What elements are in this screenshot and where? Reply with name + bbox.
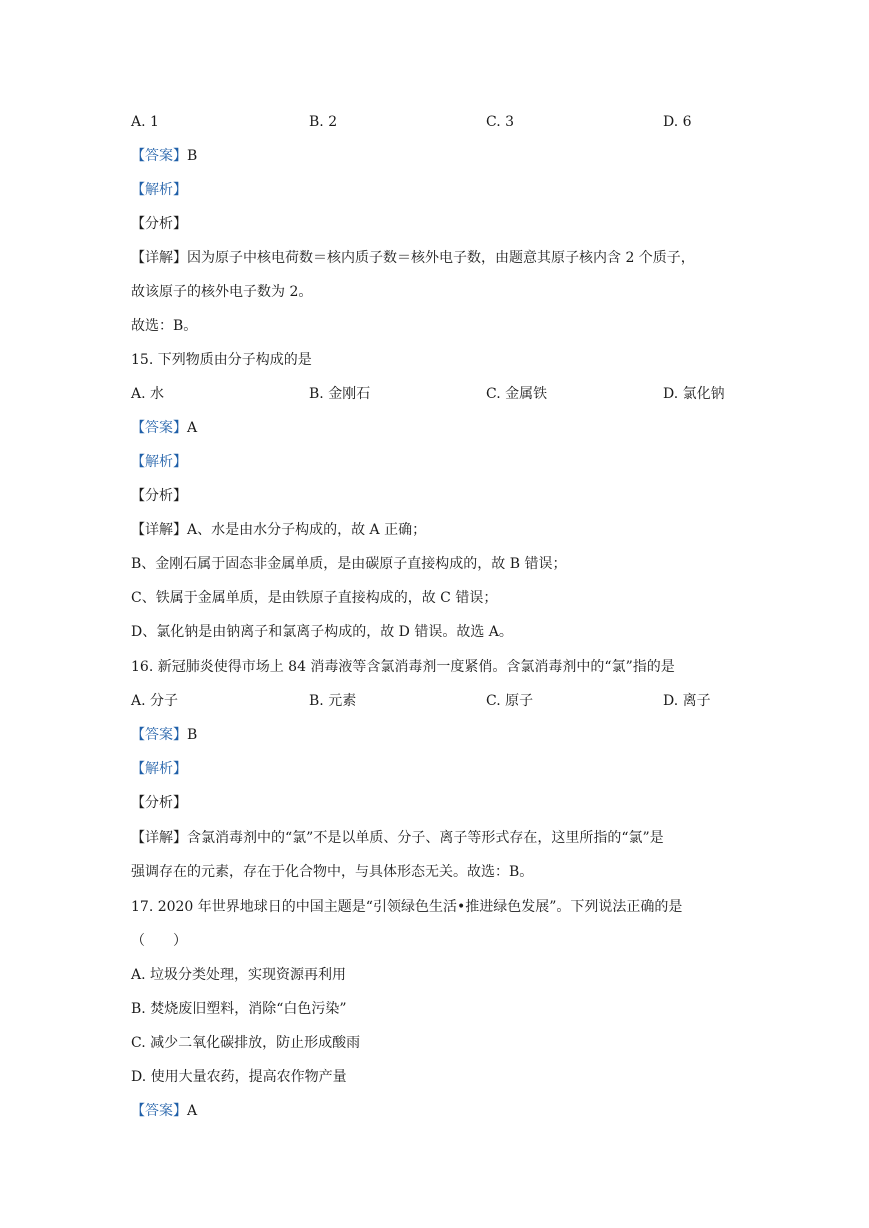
- answer-tag: 【答案】: [131, 420, 187, 436]
- q14-jiexi-heading: 【解析】: [131, 182, 187, 198]
- q14-option-c: C. 3: [486, 114, 515, 130]
- q14-detail-line-2: 故该原子的核外电子数为 2。: [131, 284, 313, 300]
- q16-stem: 16. 新冠肺炎使得市场上 84 消毒液等含氯消毒剂一度紧俏。含氯消毒剂中的“氯”指的是: [131, 659, 675, 675]
- detail-text: 因为原子中核电荷数＝核内质子数＝核外电子数，由题意其原子核内含 2 个质子，: [187, 250, 695, 266]
- q16-option-b: B. 元素: [309, 693, 357, 709]
- q14-answer: [131, 146, 197, 166]
- q16-jiexi-heading: 【解析】: [131, 761, 187, 777]
- q15-detail-line-3: C、铁属于金属单质，是由铁原子直接构成的，故 C 错误；: [131, 590, 498, 606]
- detail-tag: 【详解】: [131, 830, 187, 846]
- q15-option-d: D. 氯化钠: [663, 386, 725, 402]
- q16-answer: [131, 725, 197, 745]
- q14-option-d: D. 6: [663, 114, 692, 130]
- q14-detail-line-1: [131, 248, 695, 268]
- answer-value: B: [187, 148, 198, 164]
- q14-option-b: B. 2: [309, 114, 338, 130]
- q15-answer: [131, 418, 197, 438]
- q14-option-a: A. 1: [131, 114, 159, 130]
- answer-tag: 【答案】: [131, 148, 187, 164]
- q16-detail-line-1: [131, 828, 664, 848]
- answer-value: B: [187, 727, 198, 743]
- detail-text: A、水是由水分子构成的，故 A 正确；: [187, 522, 427, 538]
- q14-fenxi-heading: 【分析】: [131, 216, 187, 232]
- answer-value: A: [187, 420, 198, 436]
- q15-detail-line-4: D、氯化钠是由钠离子和氯离子构成的，故 D 错误。故选 A。: [131, 624, 513, 640]
- detail-tag: 【详解】: [131, 522, 187, 538]
- answer-tag: 【答案】: [131, 727, 187, 743]
- q15-detail-line-1: [131, 520, 426, 540]
- q17-option-a: A. 垃圾分类处理，实现资源再利用: [131, 967, 347, 983]
- q17-stem: 17. 2020 年世界地球日的中国主题是“引领绿色生活•推进绿色发展”。下列说法正确的是: [131, 899, 683, 915]
- q16-option-d: D. 离子: [663, 693, 711, 709]
- detail-text: 含氯消毒剂中的“氯”不是以单质、分子、离子等形式存在，这里所指的“氯”是: [187, 830, 664, 846]
- q17-paren: （ ）: [131, 933, 187, 949]
- q15-fenxi-heading: 【分析】: [131, 488, 187, 504]
- q17-option-b: B. 焚烧废旧塑料，消除“白色污染”: [131, 1001, 347, 1017]
- q15-option-b: B. 金刚石: [309, 386, 371, 402]
- q15-option-a: A. 水: [131, 386, 165, 402]
- q15-detail-line-2: B、金刚石属于固态非金属单质，是由碳原子直接构成的，故 B 错误；: [131, 556, 567, 572]
- q16-fenxi-heading: 【分析】: [131, 795, 187, 811]
- q14-conclusion: 故选：B。: [131, 318, 198, 334]
- q16-option-a: A. 分子: [131, 693, 179, 709]
- q17-answer: [131, 1101, 197, 1121]
- q15-stem: 15. 下列物质由分子构成的是: [131, 352, 312, 368]
- q17-option-d: D. 使用大量农药，提高农作物产量: [131, 1069, 347, 1085]
- answer-value: A: [187, 1103, 198, 1119]
- q15-jiexi-heading: 【解析】: [131, 454, 187, 470]
- answer-tag: 【答案】: [131, 1103, 187, 1119]
- q16-detail-line-2: 强调存在的元素，存在于化合物中，与具体形态无关。故选：B。: [131, 864, 534, 880]
- q17-option-c: C. 减少二氧化碳排放，防止形成酸雨: [131, 1035, 361, 1051]
- detail-tag: 【详解】: [131, 250, 187, 266]
- q16-option-c: C. 原子: [486, 693, 534, 709]
- q15-option-c: C. 金属铁: [486, 386, 548, 402]
